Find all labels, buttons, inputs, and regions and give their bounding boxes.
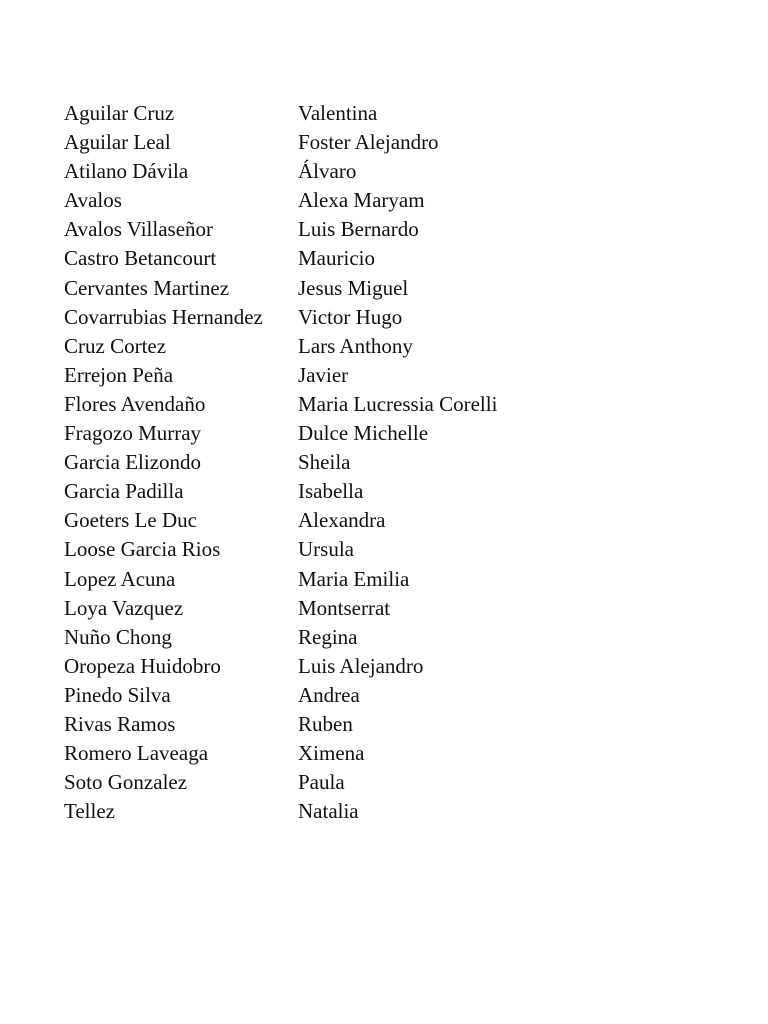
name-list bbox=[64, 99, 497, 826]
list-item bbox=[64, 739, 497, 768]
surname: Atilano Dávila bbox=[64, 159, 189, 184]
surname: Romero Laveaga bbox=[64, 741, 209, 766]
surname: Garcia Elizondo bbox=[64, 450, 202, 475]
given-name: Montserrat bbox=[298, 595, 391, 620]
list-item bbox=[64, 274, 497, 303]
list-item bbox=[64, 797, 497, 826]
list-item bbox=[64, 594, 497, 623]
surname: Lopez Acuna bbox=[64, 566, 176, 591]
surname: Avalos bbox=[64, 188, 122, 213]
list-item bbox=[64, 681, 497, 710]
given-name: Álvaro bbox=[298, 159, 357, 184]
list-item bbox=[64, 361, 497, 390]
given-name: Sheila bbox=[298, 450, 351, 475]
surname: Pinedo Silva bbox=[64, 682, 171, 707]
given-name: Alexandra bbox=[298, 508, 386, 533]
list-item bbox=[64, 419, 497, 448]
list-item bbox=[64, 215, 497, 244]
list-item bbox=[64, 128, 497, 157]
list-item bbox=[64, 710, 497, 739]
given-name: Victor Hugo bbox=[298, 304, 403, 329]
given-name: Lars Anthony bbox=[298, 333, 413, 358]
surname: Nuño Chong bbox=[64, 624, 172, 649]
given-name: Jesus Miguel bbox=[298, 275, 409, 300]
surname: Soto Gonzalez bbox=[64, 770, 188, 795]
list-item bbox=[64, 157, 497, 186]
list-item bbox=[64, 99, 497, 128]
surname: Loose Garcia Rios bbox=[64, 537, 221, 562]
surname: Aguilar Leal bbox=[64, 130, 171, 155]
given-name: Ruben bbox=[298, 711, 353, 736]
list-item bbox=[64, 768, 497, 797]
given-name: Ximena bbox=[298, 741, 365, 766]
given-name: Maria Emilia bbox=[298, 566, 410, 591]
surname: Loya Vazquez bbox=[64, 595, 184, 620]
given-name: Mauricio bbox=[298, 246, 375, 271]
given-name: Alexa Maryam bbox=[298, 188, 425, 213]
given-name: Maria Lucressia Corelli bbox=[298, 391, 498, 416]
list-item bbox=[64, 623, 497, 652]
given-name: Isabella bbox=[298, 479, 364, 504]
surname: Oropeza Huidobro bbox=[64, 653, 221, 678]
list-item bbox=[64, 477, 497, 506]
surname: Tellez bbox=[64, 799, 115, 824]
given-name: Foster Alejandro bbox=[298, 130, 439, 155]
list-item bbox=[64, 244, 497, 273]
given-name: Regina bbox=[298, 624, 358, 649]
surname: Aguilar Cruz bbox=[64, 101, 175, 125]
list-item bbox=[64, 303, 497, 332]
given-name: Valentina bbox=[298, 101, 378, 125]
surname: Cruz Cortez bbox=[64, 333, 167, 358]
list-item bbox=[64, 506, 497, 535]
surname: Covarrubias Hernandez bbox=[64, 304, 263, 329]
list-item bbox=[64, 535, 497, 564]
list-item bbox=[64, 652, 497, 681]
given-name: Paula bbox=[298, 770, 345, 795]
surname: Errejon Peña bbox=[64, 362, 174, 387]
given-name: Andrea bbox=[298, 682, 360, 707]
surname: Garcia Padilla bbox=[64, 479, 184, 504]
list-item bbox=[64, 390, 497, 419]
surname: Cervantes Martinez bbox=[64, 275, 230, 300]
list-item bbox=[64, 186, 497, 215]
surname: Goeters Le Duc bbox=[64, 508, 197, 533]
given-name: Natalia bbox=[298, 799, 359, 824]
surname: Rivas Ramos bbox=[64, 711, 176, 736]
surname: Castro Betancourt bbox=[64, 246, 217, 271]
given-name: Luis Alejandro bbox=[298, 653, 424, 678]
given-name: Ursula bbox=[298, 537, 354, 562]
given-name: Javier bbox=[298, 362, 349, 387]
list-item bbox=[64, 332, 497, 361]
surname: Fragozo Murray bbox=[64, 421, 202, 446]
given-name: Luis Bernardo bbox=[298, 217, 419, 242]
given-name: Dulce Michelle bbox=[298, 421, 429, 446]
list-item bbox=[64, 448, 497, 477]
list-item bbox=[64, 565, 497, 594]
surname: Flores Avendaño bbox=[64, 391, 206, 416]
surname: Avalos Villaseñor bbox=[64, 217, 214, 242]
